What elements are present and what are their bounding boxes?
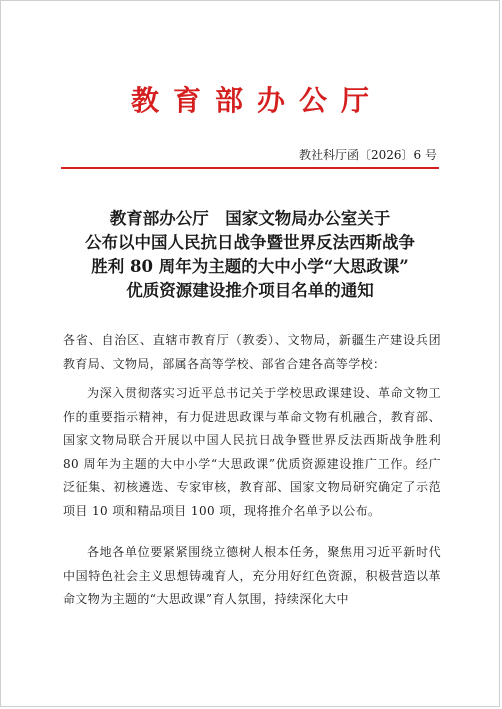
title-line-3: 胜利 80 周年为主题的大中小学“大思政课” [91,257,409,276]
notice-body [63,329,441,612]
paragraph-gap [63,523,441,541]
title-line-2: 公布以中国人民抗日战争暨世界反法西斯战争 [85,233,415,252]
document-number: 教社科厅函〔2026〕6 号 [299,148,437,162]
title-line-1: 教育部办公厅 国家文物局办公室关于 [109,209,391,228]
body-paragraph-1: 为深入贯彻落实习近平总书记关于学校思政课建设、革命文物工作的重要指示精神，有力促进思政课与革命文物有机融合，教育部、国家文物局联合开展以中国人民抗日战争暨世界反法西斯战争胜利 80 周年为主题的大中小学“大思政课”优质资源建设推广工作。经广泛征集、初核遴选、专家审核，教育部、国家文物局研究确定了示范项目 10 项和精品项目 100 项，现将推介名单予以公布。 [63,386,441,518]
title-line-4: 优质资源建设推介项目名单的通知 [126,281,374,300]
salutation: 各省、自治区、直辖市教育厅（教委）、文物局，新疆生产建设兵团教育局、文物局，部属各高等学校、部省合建各高等学校： [63,333,441,371]
issuer-header: 教育部办公厅 [130,84,383,117]
body-paragraph-2: 各地各单位要紧紧围绕立德树人根本任务，聚焦用习近平新时代中国特色社会主义思想铸魂育人，充分用好红色资源，积极营造以革命文物为主题的“大思政课”育人氛围，持续深化大中 [63,545,441,606]
notice-title [59,207,441,303]
red-divider-line [61,167,439,169]
